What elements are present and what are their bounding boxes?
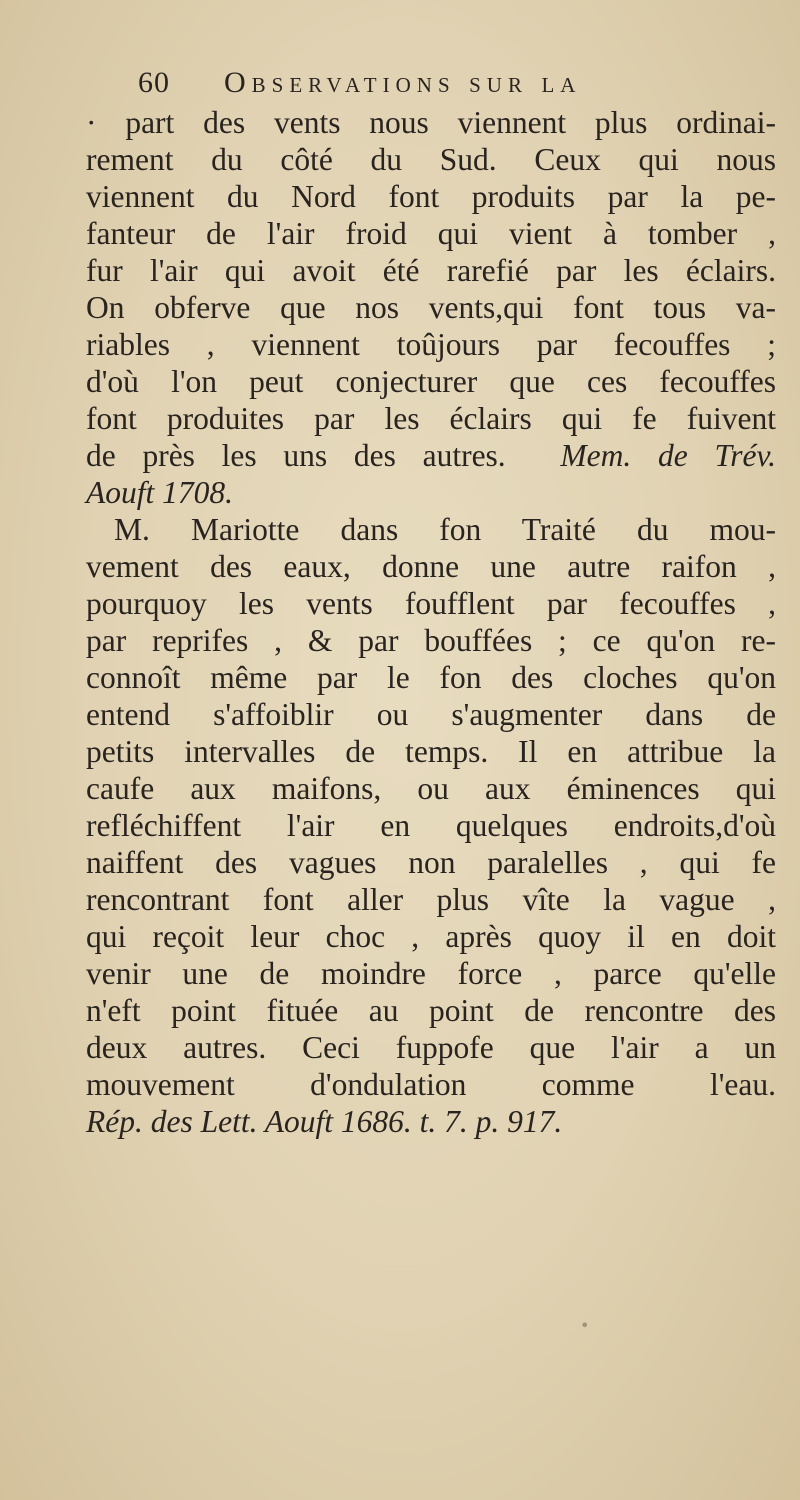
text-line: mouvement d'ondulation comme l'eau. — [86, 1067, 776, 1102]
text-line: entend s'affoiblir ou s'augmenter dans de — [86, 697, 776, 732]
text-line: fanteur de l'air froid qui vient à tomber , — [86, 216, 776, 251]
text-line: riables , viennent toûjours par fecouffes ; — [86, 327, 776, 362]
ink-mark: • — [580, 1316, 590, 1335]
running-title: Observations sur la — [224, 66, 582, 99]
text-line: venir une de moindre force , parce qu'elle — [86, 956, 776, 991]
text-line: qui reçoit leur choc , après quoy il en doit — [86, 919, 776, 954]
text-line: caufe aux maifons, ou aux éminences qui — [86, 771, 776, 806]
text-line: fur l'air qui avoit été rarefié par les éclairs. — [86, 253, 776, 288]
text-line: font produites par les éclairs qui fe fuivent — [86, 401, 776, 436]
text-line: viennent du Nord font produits par la pe- — [86, 179, 776, 214]
paragraph-start-line: M. Mariotte dans fon Traité du mou- — [114, 512, 776, 547]
text-line: deux autres. Ceci fuppofe que l'air a un — [86, 1030, 776, 1065]
body-text — [86, 104, 776, 1140]
text-line: naiffent des vagues non paralelles , qui fe — [86, 845, 776, 880]
text-line: d'où l'on peut conjecturer que ces fecouffes — [86, 364, 776, 399]
text-line: · part des vents nous viennent plus ordinai- — [86, 105, 776, 140]
text-line: vement des eaux, donne une autre raifon , — [86, 549, 776, 584]
text-line: pourquoy les vents foufflent par fecouffes , — [86, 586, 776, 621]
text-line: rencontrant font aller plus vîte la vague , — [86, 882, 776, 917]
text-line: par reprifes , & par bouffées ; ce qu'on re- — [86, 623, 776, 658]
text-line: de près les uns des autres. — [86, 438, 506, 473]
citation-date-line — [86, 474, 776, 511]
text-line-with-citation — [86, 437, 776, 474]
citation-rep-des-lett: Rép. des Lett. Aouft 1686. t. 7. p. 917. — [86, 1104, 563, 1139]
citation-date: Aouft 1708. — [86, 475, 233, 510]
text-line: n'eft point fituée au point de rencontre des — [86, 993, 776, 1028]
citation-line — [86, 1103, 776, 1140]
text-line: refléchiffent l'air en quelques endroits,d'où — [86, 808, 776, 843]
page-number: 60 — [138, 66, 170, 99]
text-line: connoît même par le fon des cloches qu'on — [86, 660, 776, 695]
page-header — [138, 66, 738, 106]
citation-mem-trevoux: Mem. de Trév. — [560, 438, 776, 473]
text-line: On obferve que nos vents,qui font tous va- — [86, 290, 776, 325]
text-line: petits intervalles de temps. Il en attribue la — [86, 734, 776, 769]
text-line: rement du côté du Sud. Ceux qui nous — [86, 142, 776, 177]
